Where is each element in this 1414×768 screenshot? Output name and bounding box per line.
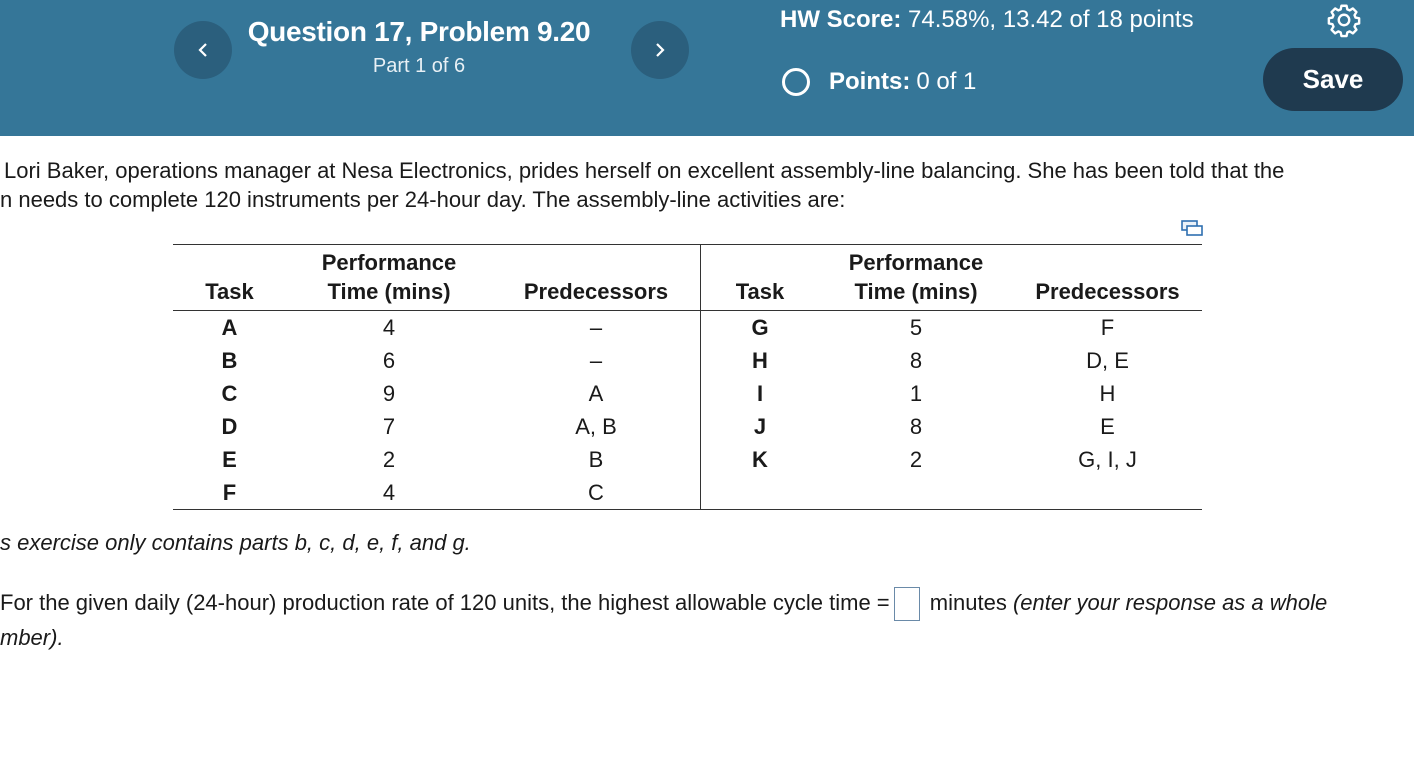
header-predecessors-2: Predecessors <box>1013 245 1202 311</box>
predecessor-cell: – <box>492 311 701 345</box>
predecessor-cell: A <box>492 377 701 410</box>
task-cell <box>701 476 820 510</box>
hw-score <box>780 4 1200 36</box>
copy-table-icon[interactable] <box>1180 219 1204 239</box>
task-cell: G <box>751 315 769 340</box>
predecessor-cell: A, B <box>492 410 701 443</box>
question-line-2 <box>0 621 1327 655</box>
task-cell: D <box>221 414 238 439</box>
predecessor-cell: G, I, J <box>1078 447 1137 472</box>
chevron-right-icon <box>653 42 667 58</box>
hw-score-value: 74.58%, 13.42 of 18 points <box>908 6 1194 33</box>
header-performance-line2: Time (mins) <box>327 279 451 304</box>
points-value: 0 of 1 <box>916 68 977 95</box>
predecessor-cell: D, E <box>1086 348 1129 373</box>
table-row <box>173 344 1202 377</box>
time-cell: 5 <box>909 315 923 340</box>
question-text: For the given daily (24-hour) production rate of 120 units, the highest allowable cycle time = <box>0 590 890 615</box>
problem-line-1: Lori Baker, operations manager at Nesa Electronics, prides herself on excellent assembly-line balancing. She has been told that the <box>4 158 1285 183</box>
header-performance-line1-2: Performance <box>848 250 984 275</box>
predecessor-cell: – <box>492 344 701 377</box>
time-cell: 8 <box>909 348 923 373</box>
time-cell: 2 <box>909 447 923 472</box>
header-predecessors: Predecessors <box>492 245 701 311</box>
response-hint: (enter your response as a whole <box>1012 590 1328 615</box>
task-cell: E <box>222 447 237 472</box>
task-cell: I <box>756 381 764 406</box>
question-line-1 <box>0 586 1327 621</box>
status-circle-icon <box>782 68 810 96</box>
table-row <box>173 311 1202 345</box>
part-indicator: Part 1 of 6 <box>372 55 466 77</box>
question-title: Question 17, Problem 9.20 <box>247 16 591 47</box>
exercise-note: s exercise only contains parts b, c, d, e, f, and g. <box>0 530 471 555</box>
header-performance-time-2 <box>819 245 1013 311</box>
task-cell: A <box>221 315 238 340</box>
time-cell: 2 <box>382 447 396 472</box>
table-row <box>173 410 1202 443</box>
predecessor-cell: H <box>1099 381 1116 406</box>
table-row <box>173 443 1202 476</box>
task-cell: H <box>752 348 768 373</box>
table-header-row <box>173 245 1202 311</box>
table-row <box>173 476 1202 510</box>
header-performance-line1: Performance <box>321 250 457 275</box>
task-cell: J <box>753 414 767 439</box>
time-cell: 4 <box>286 476 492 510</box>
save-button[interactable]: Save <box>1263 48 1403 111</box>
previous-question-button[interactable] <box>174 21 232 79</box>
time-cell: 8 <box>909 414 923 439</box>
next-question-button[interactable] <box>631 21 689 79</box>
time-cell: 9 <box>382 381 396 406</box>
task-cell: B <box>221 348 238 373</box>
header-task-2: Task <box>701 245 820 311</box>
gear-icon[interactable] <box>1326 2 1362 38</box>
time-cell <box>819 476 1013 510</box>
points-label: Points: <box>829 68 911 95</box>
time-cell: 6 <box>382 348 396 373</box>
table-row <box>173 377 1202 410</box>
header-performance-time <box>286 245 492 311</box>
problem-statement <box>0 156 1414 214</box>
header-task: Task <box>173 245 286 311</box>
cycle-time-answer-input[interactable] <box>894 587 920 621</box>
time-cell: 4 <box>382 315 396 340</box>
time-cell: 7 <box>382 414 396 439</box>
header-performance-line2-2: Time (mins) <box>854 279 978 304</box>
response-hint-end: mber). <box>0 625 64 651</box>
unit-label: minutes <box>929 590 1007 615</box>
question-prompt <box>0 586 1327 655</box>
problem-line-2: n needs to complete 120 instruments per 24-hour day. The assembly-line activities are: <box>0 187 846 212</box>
predecessor-cell: B <box>492 443 701 476</box>
predecessor-cell <box>1013 476 1202 510</box>
predecessor-cell: C <box>492 476 701 510</box>
task-cell: F <box>173 476 286 510</box>
question-header <box>0 0 1414 136</box>
predecessor-cell: F <box>1100 315 1115 340</box>
assembly-activities-table <box>173 244 1202 510</box>
chevron-left-icon <box>196 42 210 58</box>
predecessor-cell: E <box>1100 414 1115 439</box>
hw-score-label: HW Score: <box>780 6 902 33</box>
time-cell: 1 <box>909 381 923 406</box>
question-points <box>780 68 976 96</box>
task-cell: C <box>221 381 238 406</box>
task-cell: K <box>752 447 768 472</box>
